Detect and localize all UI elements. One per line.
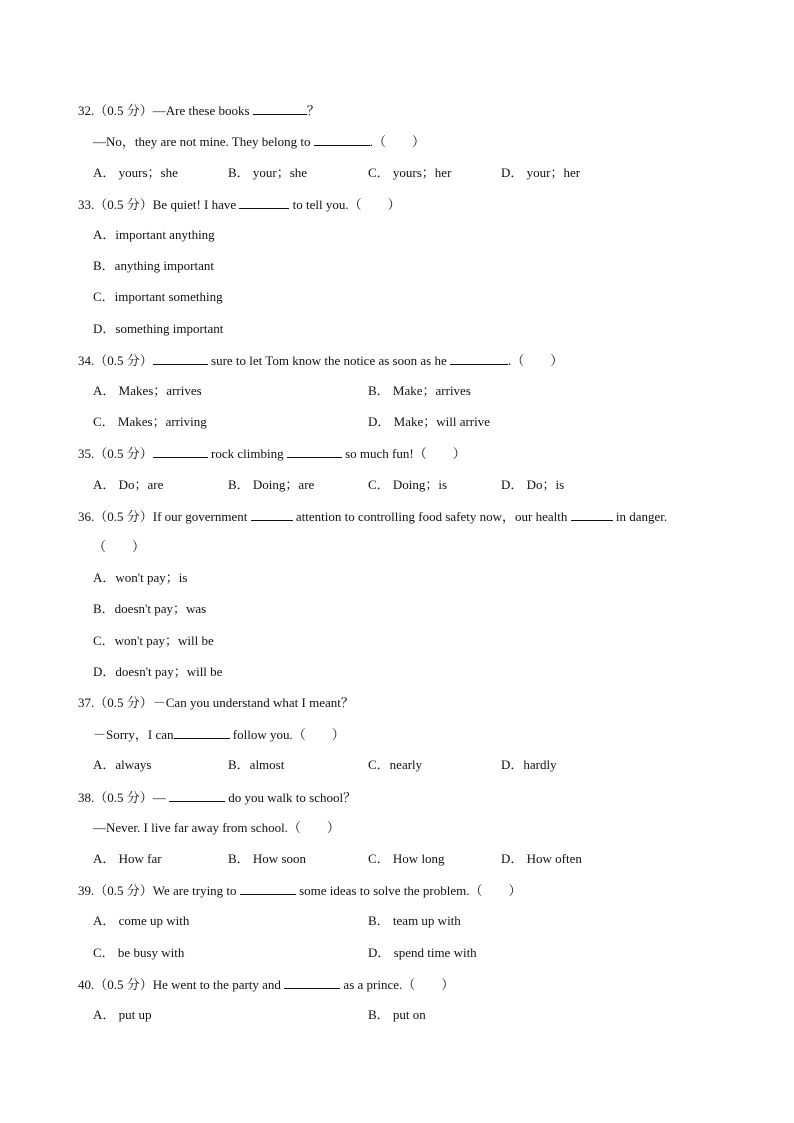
question-number: 32. xyxy=(78,103,95,118)
option-d[interactable]: D． Make；will arrive xyxy=(368,414,491,429)
question-number: 33. xyxy=(78,197,95,212)
stem-text: Be quiet! I have xyxy=(152,197,240,212)
option-c[interactable]: C．nearly xyxy=(368,757,423,772)
question-number: 36. xyxy=(78,509,95,524)
question-score: （0.5 分） xyxy=(94,197,153,212)
stem-text: .（ ） xyxy=(507,353,564,368)
stem-text: We are trying to xyxy=(152,883,240,898)
option-a[interactable]: A． come up with xyxy=(93,913,190,928)
option-a[interactable]: A． Do；are xyxy=(93,477,164,492)
option-a[interactable]: A．won't pay；is xyxy=(93,570,188,585)
stem-text: sure to let Tom know the notice as soon as he xyxy=(207,353,450,368)
question-39-stem xyxy=(78,882,521,899)
option-d[interactable]: D． your；her xyxy=(501,165,581,180)
option-c[interactable]: C． be busy with xyxy=(93,945,185,960)
question-number: 37. xyxy=(78,695,95,710)
option-b[interactable]: B． Make；arrives xyxy=(368,383,471,398)
question-score: （0.5 分） xyxy=(94,446,153,461)
answer-blank xyxy=(169,789,225,802)
stem-text: If our government xyxy=(152,509,251,524)
question-36-line2: （ ） xyxy=(93,539,146,554)
question-38-stem xyxy=(78,789,356,806)
option-b[interactable]: B． team up with xyxy=(368,913,461,928)
option-c[interactable]: C．won't pay；will be xyxy=(93,633,214,648)
option-b[interactable]: B．doesn't pay；was xyxy=(93,601,207,616)
question-score: （0.5 分） xyxy=(94,103,153,118)
option-c[interactable]: C． Makes；arriving xyxy=(93,414,207,429)
question-34-stem xyxy=(78,352,563,369)
answer-blank xyxy=(314,133,370,146)
question-number: 39. xyxy=(78,883,95,898)
question-number: 40. xyxy=(78,977,95,992)
question-number: 34. xyxy=(78,353,95,368)
option-d[interactable]: D．doesn't pay；will be xyxy=(93,664,223,679)
answer-blank xyxy=(239,196,289,209)
option-c[interactable]: C．important something xyxy=(93,289,223,304)
answer-blank xyxy=(153,445,208,458)
stem-text: do you walk to school？ xyxy=(225,790,357,805)
question-number: 38. xyxy=(78,790,95,805)
option-b[interactable]: B． put on xyxy=(368,1007,426,1022)
option-d[interactable]: D． Do；is xyxy=(501,477,565,492)
option-c[interactable]: C． yours；her xyxy=(368,165,452,180)
stem-text: so much fun!（ ） xyxy=(341,446,466,461)
option-b[interactable]: B．anything important xyxy=(93,258,214,273)
option-c[interactable]: C． How long xyxy=(368,851,445,866)
answer-blank xyxy=(174,726,230,739)
question-38-line2: —Never. I live far away from school.（ ） xyxy=(93,820,340,835)
stem-text: to tell you.（ ） xyxy=(289,197,401,212)
question-32-stem xyxy=(78,102,320,119)
stem-text: as a prince.（ ） xyxy=(340,977,455,992)
question-33-stem xyxy=(78,196,401,213)
answer-blank xyxy=(571,508,613,521)
option-a[interactable]: A． Makes；arrives xyxy=(93,383,202,398)
stem-text: in danger. xyxy=(612,509,668,524)
option-b[interactable]: B． Doing；are xyxy=(228,477,315,492)
option-d[interactable]: D． spend time with xyxy=(368,945,477,960)
stem-text: －Sorry，I can xyxy=(93,727,174,742)
stem-text: rock climbing xyxy=(207,446,287,461)
question-37-stem xyxy=(78,695,354,711)
stem-text: ？ xyxy=(306,103,320,118)
stem-text: —Are these books xyxy=(152,103,253,118)
question-number: 35. xyxy=(78,446,95,461)
option-c[interactable]: C． Doing；is xyxy=(368,477,448,492)
option-a[interactable]: A． yours；she xyxy=(93,165,178,180)
option-b[interactable]: B． your；she xyxy=(228,165,308,180)
stem-text: .（ ） xyxy=(369,134,425,149)
question-score: （0.5 分） xyxy=(94,977,153,992)
question-score: （0.5 分） xyxy=(94,353,153,368)
question-score: （0.5 分） xyxy=(94,883,153,898)
option-a[interactable]: A． How far xyxy=(93,851,162,866)
stem-text: follow you.（ ） xyxy=(229,727,345,742)
answer-blank xyxy=(251,508,293,521)
option-b[interactable]: B．almost xyxy=(228,757,285,772)
option-d[interactable]: D． How often xyxy=(501,851,582,866)
stem-text: attention to controlling food safety now，our health xyxy=(292,509,571,524)
question-score: （0.5 分） xyxy=(94,509,153,524)
option-d[interactable]: D．hardly xyxy=(501,757,557,772)
question-score: （0.5 分） xyxy=(94,790,153,805)
answer-blank xyxy=(450,352,508,365)
stem-text: —No，they are not mine. They belong to xyxy=(93,134,314,149)
option-a[interactable]: A．always xyxy=(93,757,152,772)
question-37-line2 xyxy=(93,726,345,743)
answer-blank xyxy=(240,882,296,895)
stem-text: －Can you understand what I meant？ xyxy=(152,695,354,710)
answer-blank xyxy=(287,445,342,458)
stem-text: — xyxy=(152,790,170,805)
question-36-stem xyxy=(78,508,667,525)
answer-blank xyxy=(253,102,307,115)
stem-text: He went to the party and xyxy=(152,977,285,992)
question-35-stem xyxy=(78,445,466,462)
option-d[interactable]: D．something important xyxy=(93,321,224,336)
answer-blank xyxy=(153,352,208,365)
option-a[interactable]: A．important anything xyxy=(93,227,215,242)
option-a[interactable]: A． put up xyxy=(93,1007,152,1022)
question-score: （0.5 分） xyxy=(94,695,153,710)
answer-blank xyxy=(284,976,340,989)
option-b[interactable]: B． How soon xyxy=(228,851,307,866)
question-40-stem xyxy=(78,976,454,993)
stem-text: some ideas to solve the problem.（ ） xyxy=(295,883,522,898)
question-32-line2 xyxy=(93,133,425,150)
